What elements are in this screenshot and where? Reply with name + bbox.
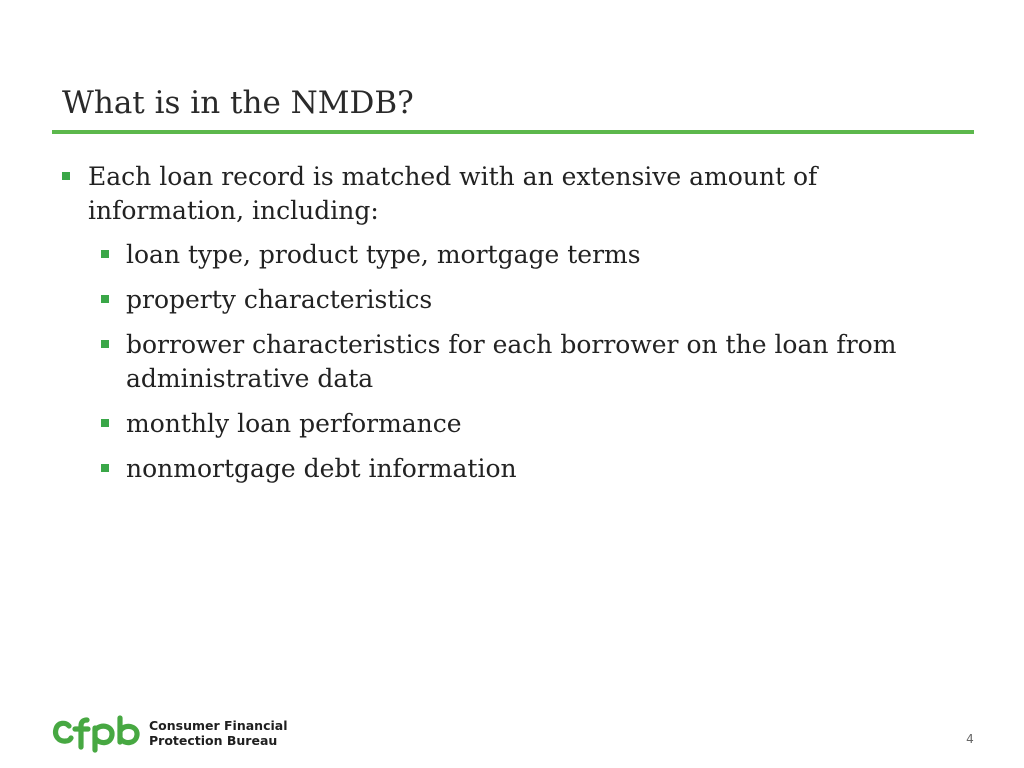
square-bullet-icon [101, 250, 109, 258]
bullet-text: Each loan record is matched with an extensive amount of information, including: [88, 162, 818, 225]
square-bullet-icon [101, 295, 109, 303]
sub-bullet-text: property characteristics [126, 285, 433, 314]
square-bullet-icon [101, 340, 109, 348]
title-divider [52, 130, 974, 134]
sub-bullet-text: nonmortgage debt information [126, 454, 517, 483]
bullet-list [62, 160, 942, 497]
sub-bullet-text: monthly loan performance [126, 409, 462, 438]
square-bullet-icon [62, 172, 70, 180]
logo-text [149, 718, 288, 748]
sub-bullet-item [62, 452, 942, 486]
page-number: 4 [966, 732, 974, 746]
sub-bullet-text: borrower characteristics for each borrower on the loan from administrative data [126, 330, 897, 393]
square-bullet-icon [101, 464, 109, 472]
sub-bullet-text: loan type, product type, mortgage terms [126, 240, 641, 269]
sub-bullet-item [62, 283, 942, 317]
bullet-item [62, 160, 942, 228]
cfpb-logo-icon [52, 713, 140, 753]
sub-bullet-item [62, 238, 942, 272]
square-bullet-icon [101, 419, 109, 427]
cfpb-logo [52, 710, 288, 755]
logo-line: Protection Bureau [149, 732, 278, 748]
sub-bullet-item [62, 407, 942, 441]
slide-title: What is in the NMDB? [62, 85, 414, 121]
sub-bullet-item [62, 328, 942, 396]
logo-line: Consumer Financial [149, 717, 288, 733]
